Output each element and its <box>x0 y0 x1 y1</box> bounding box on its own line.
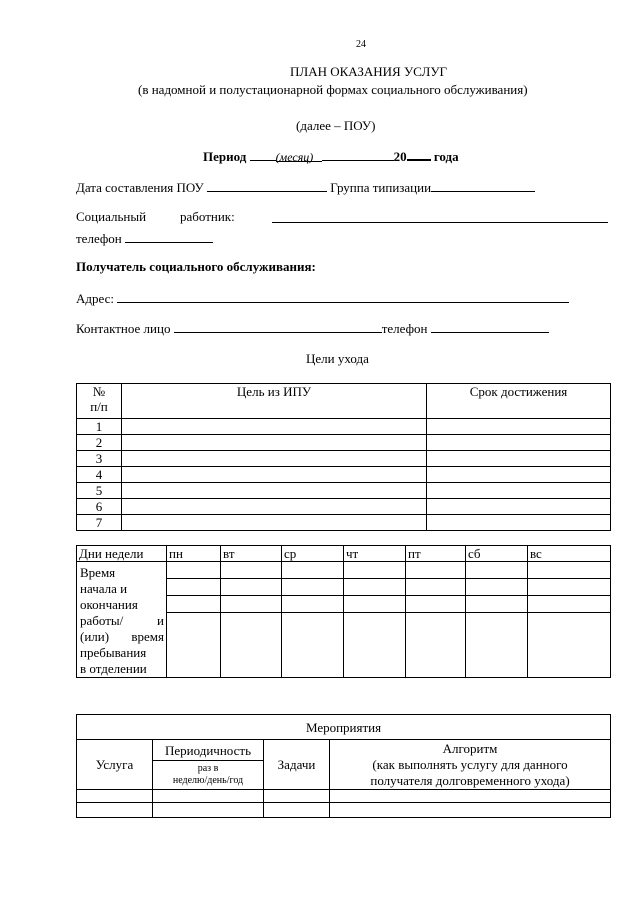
schedule-cell[interactable] <box>406 579 466 596</box>
schedule-days-row <box>77 546 611 562</box>
period-day-blank[interactable] <box>250 148 276 161</box>
deadline-cell[interactable] <box>427 515 611 531</box>
deadline-cell[interactable] <box>427 451 611 467</box>
worker-label: работник: <box>180 209 235 224</box>
schedule-cell[interactable] <box>406 596 466 613</box>
table-row <box>77 790 611 803</box>
schedule-cell[interactable] <box>466 613 528 678</box>
schedule-cell[interactable] <box>406 613 466 678</box>
time-label-line: Время <box>80 565 116 580</box>
col-algorithm-line3: получателя долговременного ухода) <box>370 772 570 788</box>
activities-heading-row <box>77 715 611 740</box>
goal-row-number: 6 <box>77 499 122 515</box>
goals-header-row <box>77 384 611 419</box>
worker-phone-label: телефон <box>76 231 122 246</box>
table-row <box>77 467 611 483</box>
schedule-cell[interactable] <box>344 579 406 596</box>
day-thu: чт <box>344 546 406 562</box>
col-periodicity-sub-line1: раз в <box>197 763 219 774</box>
date-group-row <box>76 179 535 196</box>
worker-phone-row <box>76 230 213 247</box>
schedule-cell[interactable] <box>528 579 611 596</box>
col-service: Услуга <box>77 740 153 790</box>
schedule-cell[interactable] <box>167 596 221 613</box>
schedule-cell[interactable] <box>221 562 282 579</box>
col-periodicity-sub-line2: неделю/день/год <box>172 775 244 786</box>
period-year-suffix: года <box>433 149 459 164</box>
table-row <box>77 483 611 499</box>
schedule-cell[interactable] <box>221 613 282 678</box>
contact-phone-blank[interactable] <box>431 320 549 333</box>
schedule-cell[interactable] <box>466 596 528 613</box>
schedule-cell[interactable] <box>167 579 221 596</box>
doc-short-name: (далее – ПОУ) <box>296 118 376 133</box>
table-row <box>77 803 611 818</box>
schedule-cell[interactable] <box>221 579 282 596</box>
schedule-cell[interactable] <box>344 562 406 579</box>
period-year-blank[interactable] <box>407 147 431 161</box>
period-row <box>203 147 459 165</box>
schedule-cell[interactable] <box>466 562 528 579</box>
contact-label: Контактное лицо <box>76 321 171 336</box>
days-label: Дни недели <box>77 546 167 562</box>
goals-col-goal: Цель из ИПУ <box>122 384 427 419</box>
col-algorithm-line2: (как выполнять услугу для данного <box>372 756 568 772</box>
table-row <box>77 419 611 435</box>
schedule-cell[interactable] <box>167 613 221 678</box>
period-month-hint: (месяц) <box>276 149 322 162</box>
col-periodicity-sub <box>153 761 264 790</box>
day-fri: пт <box>406 546 466 562</box>
activities-heading: Мероприятия <box>77 715 611 740</box>
activity-cell[interactable] <box>330 790 611 803</box>
activities-header-row <box>77 740 611 761</box>
schedule-cell[interactable] <box>282 613 344 678</box>
day-sat: сб <box>466 546 528 562</box>
table-row <box>77 451 611 467</box>
period-year-prefix: 20 <box>393 149 407 164</box>
day-tue: вт <box>221 546 282 562</box>
table-row <box>77 499 611 515</box>
goal-cell[interactable] <box>122 483 427 499</box>
schedule-cell[interactable] <box>528 596 611 613</box>
group-blank[interactable] <box>431 179 535 192</box>
date-blank[interactable] <box>207 179 327 192</box>
worker-blank[interactable] <box>272 222 608 223</box>
contact-phone-label: телефон <box>381 321 428 336</box>
time-label-line: работы/ и <box>80 613 164 628</box>
deadline-cell[interactable] <box>427 467 611 483</box>
day-mon: пн <box>167 546 221 562</box>
period-month-blank[interactable] <box>322 148 394 161</box>
time-label-line: в отделении <box>80 661 147 676</box>
activities-table <box>76 714 611 818</box>
goal-cell[interactable] <box>122 515 427 531</box>
time-label-line: пребывания <box>80 645 147 660</box>
social-label: Социальный <box>76 209 147 224</box>
date-label: Дата составления ПОУ <box>76 180 204 195</box>
goal-row-number: 4 <box>77 467 122 483</box>
deadline-cell[interactable] <box>427 483 611 499</box>
activity-cell[interactable] <box>153 790 264 803</box>
contact-blank[interactable] <box>174 320 382 333</box>
table-row <box>77 435 611 451</box>
schedule-cell[interactable] <box>528 562 611 579</box>
table-row <box>77 515 611 531</box>
goals-table <box>76 383 611 531</box>
schedule-cell[interactable] <box>221 596 282 613</box>
goal-cell[interactable] <box>122 419 427 435</box>
address-row <box>76 290 569 307</box>
table-row <box>77 562 611 579</box>
goals-col-deadline: Срок достижения <box>427 384 611 419</box>
goal-row-number: 3 <box>77 451 122 467</box>
schedule-cell[interactable] <box>344 596 406 613</box>
doc-title: ПЛАН ОКАЗАНИЯ УСЛУГ <box>290 64 448 79</box>
deadline-cell[interactable] <box>427 435 611 451</box>
recipient-heading: Получатель социального обслуживания: <box>76 259 316 274</box>
activity-cell[interactable] <box>153 803 264 818</box>
activity-cell[interactable] <box>330 803 611 818</box>
worker-phone-blank[interactable] <box>125 230 213 243</box>
goals-col-num-line2: п/п <box>90 399 108 414</box>
goal-row-number: 7 <box>77 515 122 531</box>
col-algorithm-line1: Алгоритм <box>442 740 498 756</box>
day-wed: ср <box>282 546 344 562</box>
schedule-cell[interactable] <box>282 579 344 596</box>
goal-cell[interactable] <box>122 499 427 515</box>
time-label-line: окончания <box>80 597 138 612</box>
address-blank[interactable] <box>117 290 569 303</box>
contact-row <box>76 320 549 337</box>
goal-row-number: 5 <box>77 483 122 499</box>
activity-cell[interactable] <box>264 803 330 818</box>
goal-row-number: 2 <box>77 435 122 451</box>
goal-cell[interactable] <box>122 435 427 451</box>
schedule-cell[interactable] <box>528 613 611 678</box>
schedule-cell[interactable] <box>406 562 466 579</box>
deadline-cell[interactable] <box>427 419 611 435</box>
address-label: Адрес: <box>76 291 114 306</box>
activity-cell[interactable] <box>264 790 330 803</box>
schedule-cell[interactable] <box>344 613 406 678</box>
schedule-cell[interactable] <box>282 562 344 579</box>
schedule-cell[interactable] <box>167 562 221 579</box>
goals-col-num-line1: № <box>92 384 106 399</box>
goal-row-number: 1 <box>77 419 122 435</box>
time-label-line: (или) время <box>80 629 164 644</box>
goals-col-num <box>77 384 122 419</box>
day-sun: вс <box>528 546 611 562</box>
group-label: Группа типизации <box>330 180 432 195</box>
col-periodicity: Периодичность <box>153 740 264 761</box>
doc-subtitle: (в надомной и полустационарной формах социального обслуживания) <box>138 82 528 97</box>
page-number: 24 <box>356 39 366 50</box>
activity-cell[interactable] <box>77 803 153 818</box>
activity-cell[interactable] <box>77 790 153 803</box>
goal-cell[interactable] <box>122 467 427 483</box>
schedule-cell[interactable] <box>282 596 344 613</box>
deadline-cell[interactable] <box>427 499 611 515</box>
schedule-cell[interactable] <box>466 579 528 596</box>
time-label-line: начала и <box>80 581 128 596</box>
goal-cell[interactable] <box>122 451 427 467</box>
col-algorithm <box>330 740 611 790</box>
col-tasks: Задачи <box>264 740 330 790</box>
period-label: Период <box>203 149 247 164</box>
goals-heading: Цели ухода <box>306 351 369 366</box>
time-label <box>77 562 167 678</box>
schedule-table <box>76 545 611 678</box>
